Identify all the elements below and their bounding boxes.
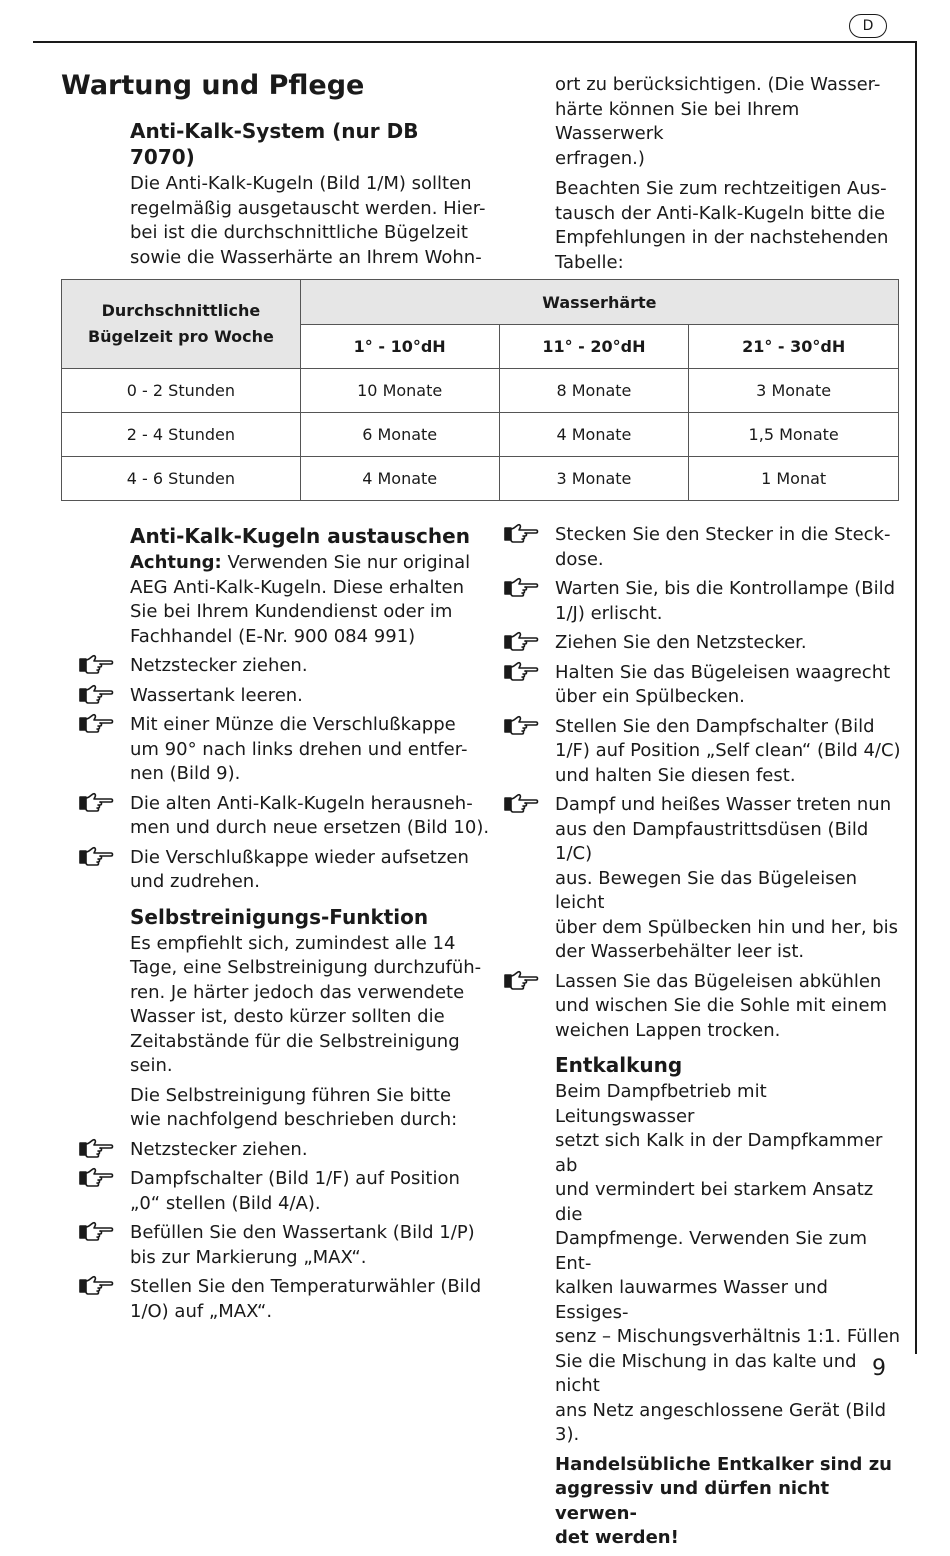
text-line: nen (Bild 9). bbox=[130, 763, 241, 784]
intro-right bbox=[555, 73, 905, 275]
table-group-header: Wasserhärte bbox=[300, 280, 898, 325]
instruction-step bbox=[555, 793, 905, 965]
text-line: Lassen Sie das Bügeleisen abkühlen bbox=[555, 970, 882, 992]
text-line: ort zu berücksichtigen. (Die Wasser- bbox=[555, 74, 881, 95]
text-line: Zeitabstände für die Selbstreinigung bbox=[130, 1030, 460, 1052]
text-line: wie nachfolgend beschrieben durch: bbox=[130, 1109, 458, 1130]
table-column-header: 11° - 20°dH bbox=[499, 325, 689, 369]
language-badge: D bbox=[849, 14, 887, 38]
table-cell: 3 Monate bbox=[499, 457, 689, 501]
text-line: über ein Spülbecken. bbox=[555, 686, 745, 707]
text-line: dose. bbox=[555, 548, 604, 570]
text-line: um 90° nach links drehen und entfer- bbox=[130, 738, 468, 760]
section-heading-anti-kalk-system: Anti-Kalk-System (nur DB 7070) bbox=[130, 119, 419, 169]
text-line: Dampfmenge. Verwenden Sie zum Ent- bbox=[555, 1228, 867, 1274]
text-line: Fachhandel (E-Nr. 900 084 991) bbox=[130, 625, 416, 647]
table-cell: 2 - 4 Stunden bbox=[62, 413, 301, 457]
table-cell: 4 Monate bbox=[300, 457, 499, 501]
text-line: erfragen.) bbox=[555, 147, 645, 169]
selbstreinigung-intro bbox=[130, 1084, 490, 1133]
text-line: Dampfschalter (Bild 1/F) auf Position bbox=[130, 1168, 460, 1189]
section-heading-selbstreinigung: Selbstreinigungs-Funktion bbox=[130, 904, 429, 929]
pointing-hand-icon bbox=[78, 683, 114, 707]
table-cell: 6 Monate bbox=[300, 413, 499, 457]
instruction-step bbox=[555, 715, 905, 789]
instruction-step bbox=[130, 792, 490, 841]
row-header-line: Bügelzeit pro Woche bbox=[87, 327, 274, 346]
table-cell: 4 Monate bbox=[499, 413, 689, 457]
text-line: der Wasserbehälter leer ist. bbox=[555, 941, 805, 962]
pointing-hand-icon bbox=[503, 522, 539, 546]
instruction-step bbox=[130, 846, 490, 895]
instruction-step bbox=[555, 577, 905, 626]
instruction-step bbox=[130, 1167, 490, 1216]
pointing-hand-icon bbox=[78, 712, 114, 736]
intro-paragraph-right bbox=[555, 73, 905, 171]
text-line: 1/J) erlischt. bbox=[555, 602, 663, 624]
pointing-hand-icon bbox=[503, 630, 539, 654]
instruction-step bbox=[130, 1221, 490, 1270]
hardness-table bbox=[61, 279, 899, 501]
table-cell: 8 Monate bbox=[499, 369, 689, 413]
right-column bbox=[555, 523, 905, 1556]
text-line: und zudrehen. bbox=[130, 871, 260, 892]
text-line: über dem Spülbecken hin und her, bis bbox=[555, 916, 899, 938]
text-line: und halten Sie diesen fest. bbox=[555, 764, 796, 786]
text-line: Die Anti-Kalk-Kugeln (Bild 1/M) sollten bbox=[130, 173, 472, 194]
text-line: aus. Bewegen Sie das Bügeleisen leicht bbox=[555, 867, 858, 913]
achtung-paragraph bbox=[130, 551, 490, 649]
table-cell: 3 Monate bbox=[689, 369, 899, 413]
table-row bbox=[62, 369, 899, 413]
pointing-hand-icon bbox=[503, 714, 539, 738]
text-line: Verwenden Sie nur original bbox=[221, 552, 471, 573]
instruction-step bbox=[130, 1138, 490, 1163]
page-number: 9 bbox=[872, 1356, 886, 1381]
pointing-hand-icon bbox=[78, 653, 114, 677]
section-heading-austauschen: Anti-Kalk-Kugeln austauschen bbox=[130, 524, 470, 548]
page-title: Wartung und Pflege bbox=[61, 70, 365, 101]
text-line: Sie bei Ihrem Kundendienst oder im bbox=[130, 601, 453, 622]
table-cell: 1,5 Monate bbox=[689, 413, 899, 457]
pointing-hand-icon bbox=[78, 791, 114, 815]
text-line: Stellen Sie den Temperaturwähler (Bild bbox=[130, 1276, 482, 1297]
entkalkung-paragraph bbox=[555, 1080, 905, 1448]
pointing-hand-icon bbox=[78, 1166, 114, 1190]
text-line: Ziehen Sie den Netzstecker. bbox=[555, 632, 807, 653]
text-line: setzt sich Kalk in der Dampfkammer ab bbox=[555, 1130, 883, 1176]
warning-paragraph bbox=[555, 1453, 905, 1551]
table-column-header: 1° - 10°dH bbox=[300, 325, 499, 369]
table-column-header: 21° - 30°dH bbox=[689, 325, 899, 369]
text-line: Wasser ist, desto kürzer sollten die bbox=[130, 1006, 445, 1027]
text-line: senz – Mischungsverhältnis 1:1. Füllen bbox=[555, 1326, 901, 1347]
table-cell: 1 Monat bbox=[689, 457, 899, 501]
intro-left bbox=[130, 118, 490, 270]
text-line: weichen Lappen trocken. bbox=[555, 1019, 781, 1041]
text-line: und wischen Sie die Sohle mit einem bbox=[555, 995, 888, 1016]
text-line: tausch der Anti-Kalk-Kugeln bitte die bbox=[555, 202, 886, 224]
instruction-step bbox=[130, 684, 490, 709]
instruction-step bbox=[130, 713, 490, 787]
section-heading-entkalkung: Entkalkung bbox=[555, 1053, 683, 1077]
right-rule bbox=[915, 41, 917, 1354]
text-line: bei ist die durchschnittliche Bügelzeit bbox=[130, 222, 468, 243]
text-line: bis zur Markierung „MAX“. bbox=[130, 1246, 367, 1268]
text-line: regelmäßig ausgetauscht werden. Hier- bbox=[130, 197, 486, 219]
text-line: Befüllen Sie den Wassertank (Bild 1/P) bbox=[130, 1222, 475, 1243]
intro-paragraph-table-hint bbox=[555, 177, 905, 275]
achtung-label: Achtung: bbox=[130, 552, 222, 573]
pointing-hand-icon bbox=[78, 1274, 114, 1298]
text-line: aus den Dampfaustrittsdüsen (Bild 1/C) bbox=[555, 818, 869, 864]
text-line: AEG Anti-Kalk-Kugeln. Diese erhalten bbox=[130, 576, 464, 598]
text-line: Netzstecker ziehen. bbox=[130, 655, 308, 676]
text-line: Tabelle: bbox=[555, 251, 624, 273]
text-line: 1/O) auf „MAX“. bbox=[130, 1300, 273, 1322]
instruction-step bbox=[555, 661, 905, 710]
text-line: Es empfiehlt sich, zumindest alle 14 bbox=[130, 932, 456, 954]
top-rule bbox=[33, 41, 917, 43]
text-line: Netzstecker ziehen. bbox=[130, 1138, 308, 1160]
text-line: „0“ stellen (Bild 4/A). bbox=[130, 1192, 321, 1214]
text-line: Beim Dampfbetrieb mit Leitungswasser bbox=[555, 1081, 767, 1127]
instruction-step bbox=[130, 1275, 490, 1324]
text-line: aggressiv und dürfen nicht verwen- bbox=[555, 1478, 830, 1524]
text-line: und vermindert bei starkem Ansatz die bbox=[555, 1179, 874, 1225]
instruction-step bbox=[555, 970, 905, 1044]
text-line: Stellen Sie den Dampfschalter (Bild bbox=[555, 715, 875, 737]
text-line: Die Verschlußkappe wieder aufsetzen bbox=[130, 846, 469, 868]
left-column bbox=[130, 523, 490, 1329]
text-line: Warten Sie, bis die Kontrollampe (Bild bbox=[555, 578, 896, 599]
text-line: Sie die Mischung in das kalte und nicht bbox=[555, 1350, 857, 1396]
text-line: kalken lauwarmes Wasser und Essiges- bbox=[555, 1277, 828, 1323]
intro-paragraph-left bbox=[130, 172, 490, 270]
text-line: Dampf und heißes Wasser treten nun bbox=[555, 794, 892, 815]
text-line: sowie die Wasserhärte an Ihrem Wohn- bbox=[130, 246, 482, 268]
table-row bbox=[62, 413, 899, 457]
row-header-line: Durchschnittliche bbox=[101, 301, 261, 320]
text-line: Empfehlungen in der nachstehenden bbox=[555, 227, 889, 248]
pointing-hand-icon bbox=[503, 969, 539, 993]
pointing-hand-icon bbox=[78, 1137, 114, 1161]
text-line: 1/F) auf Position „Self clean“ (Bild 4/C) bbox=[555, 740, 901, 761]
selbstreinigung-paragraph bbox=[130, 932, 490, 1079]
text-line: Die Selbstreinigung führen Sie bitte bbox=[130, 1084, 452, 1106]
text-line: Tage, eine Selbstreinigung durchzufüh- bbox=[130, 957, 482, 978]
text-line: men und durch neue ersetzen (Bild 10). bbox=[130, 817, 490, 838]
table-row-header bbox=[62, 280, 301, 369]
text-line: härte können Sie bei Ihrem Wasserwerk bbox=[555, 98, 800, 144]
instruction-step bbox=[555, 631, 905, 656]
table-cell: 4 - 6 Stunden bbox=[62, 457, 301, 501]
text-line: Stecken Sie den Stecker in die Steck- bbox=[555, 524, 891, 545]
table-cell: 0 - 2 Stunden bbox=[62, 369, 301, 413]
text-line: Handelsübliche Entkalker sind zu bbox=[555, 1453, 892, 1475]
text-line: sein. bbox=[130, 1055, 173, 1076]
text-line: Wassertank leeren. bbox=[130, 684, 303, 706]
table-row bbox=[62, 457, 899, 501]
text-line: ren. Je härter jedoch das verwendete bbox=[130, 981, 465, 1003]
pointing-hand-icon bbox=[503, 576, 539, 600]
pointing-hand-icon bbox=[503, 660, 539, 684]
text-line: det werden! bbox=[555, 1527, 679, 1548]
pointing-hand-icon bbox=[78, 845, 114, 869]
pointing-hand-icon bbox=[503, 792, 539, 816]
pointing-hand-icon bbox=[78, 1220, 114, 1244]
text-line: Beachten Sie zum rechtzeitigen Aus- bbox=[555, 178, 887, 199]
instruction-step bbox=[555, 523, 905, 572]
instruction-step bbox=[130, 654, 490, 679]
text-line: Halten Sie das Bügeleisen waagrecht bbox=[555, 661, 891, 683]
table-cell: 10 Monate bbox=[300, 369, 499, 413]
text-line: Die alten Anti-Kalk-Kugeln herausneh- bbox=[130, 792, 473, 814]
text-line: Mit einer Münze die Verschlußkappe bbox=[130, 714, 456, 735]
text-line: ans Netz angeschlossene Gerät (Bild 3). bbox=[555, 1399, 887, 1445]
